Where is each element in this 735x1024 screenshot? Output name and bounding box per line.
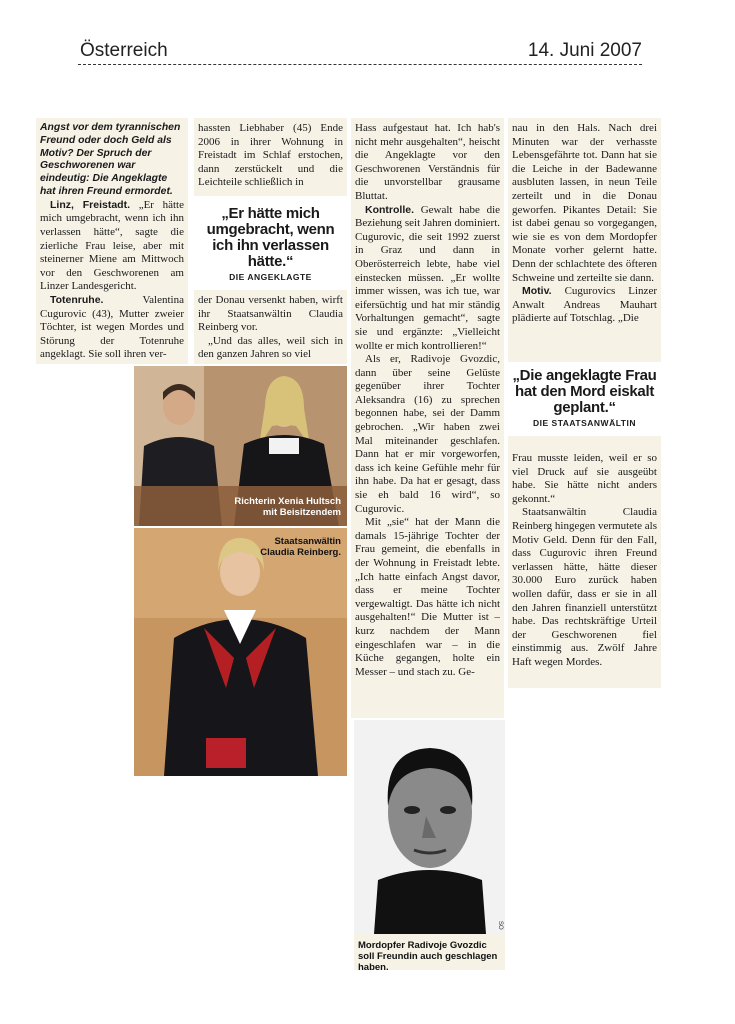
paragraph-text: Gewalt habe die Beziehung seit Jahren dominiert. Cugurovic, die seit 1992 zuerst in Graz und dann in Oberösterreich lebte, habe viel einstecken müssen. „Er wollte immer wissen, was ich tue, war eifersüchtig und hat mir ständig Vorhaltungen gemacht“, sagte sie und ergänzte: „Vielleicht wollte er mich kontrollieren!“ [355,203,500,352]
paragraph-text: hassten Liebhaber (45) Ende 2006 in ihrer Wohnung in Freistadt im Schlaf erstochen, dann zerstückelt und die Leichteile schließlich in [198,122,343,189]
caption-victim: Mordopfer Radivoje Gvozdic soll Freundin auch geschlagen haben. [358,940,498,973]
paragraph-text: Mit „sie“ hat der Mann die damals 15-jährige Tochter der Frau gemeint, die ebenfalls in der Wohnung in Freistadt lebte. „Ich hatte einfach Angst davor, dass er meine Tochter vergewaltigt. Das hätte ich nicht ausgehalten!“ Die Mutter ist – kurz nachdem der Mann eingeschlafen war – in die Küche gegangen, holte ein Messer – und stach zu. Ge- [355,516,500,678]
lead-text: „Er hätte mich umgebracht, wenn ich ihn verlassen hätte“, sagte die zierliche Frau leise, aber mit steinerner Miene am Mittwoch vor den Geschworenen am Linzer Landesgericht. [40,198,184,293]
paragraph-text: Als er, Radivoje Gvozdic, dann über seine Gelüste gegenüber ihrer Tochter Aleksandra (16) zu sprechen begonnen habe, sei der Damm gebrochen. „Wir haben zwei Mal miteinander geschlafen. Dann hat er mir vorgeworfen, dass ich keine Gefühle mehr für ihn habe. Da hat er gesagt, dass sie eh bald 16 wird“, so Cugurovic. [355,353,500,515]
page-header [78,40,642,65]
subhead-motiv: Motiv. [522,285,552,298]
paragraph-text: nau in den Hals. Nach drei Minuten war der verhasste Lebensgefährte tot. Dann hat sie die Leiche in der Badewanne ausbluten lassen, in neun Teile zerteilt und in die Donau geworfen. Pikantes Detail: Sie ist dabei genau so vorgegangen, wie sie es von dem Mordopfer Monate vorher gelernt hatte. Denn der schlachtete des öfteren Schweine und zerteilte sie dann. [512,122,657,284]
paragraph-text: der Donau versenkt haben, wirft ihr Staatsanwältin Claudia Reinberg vor. [198,294,343,334]
article-kicker: Angst vor dem tyrannischen Freund oder doch Geld als Motiv? Der Spruch der Geschworenen war eindeutig: Die Angeklagte hat ihren Freund ermordet. [40,122,181,197]
column-2-top [198,122,343,194]
quote-text: „Er hätte mich umgebracht, wenn ich ihn verlassen hätte.“ [206,205,335,270]
photo-credit: SO [497,921,503,930]
photo-victim [354,720,505,934]
caption-prosecutor: Staatsanwältin Claudia Reinberg. [260,536,341,558]
subhead-totenruhe: Totenruhe. [50,293,104,306]
pull-quote-defendant [198,206,343,282]
paragraph-text: Valentina Cugurovic (43), Mutter zweier Töchter, ist wegen Mordes und Störung der Totenruhe angeklagt. Sie soll ihren ver- [40,293,184,361]
paragraph-text: Staatsanwältin Claudia Reinberg hingegen vermutete als Motiv Geld. Denn für den Fall, dass Cugurovic ihren Freund verlassen hätte, hätte dieser 30.000 Euro zurück haben wollen dafür, dass er sie in all den Jahren finanziell unterstützt habe. Das rechtskräftige Urteil der Geschworenen fiel einstimmig aus. Zwölf Jahre Haft wegen Mordes. [512,506,657,668]
photo-judges [134,366,347,526]
paragraph-text: Frau musste leiden, weil er so viel Druck auf sie ausgeübt habe. Sie hätte nicht anders gekonnt.“ [512,452,657,505]
lead-place: Linz, Freistadt. [50,198,131,211]
column-1 [40,122,184,362]
pull-quote-prosecutor [512,368,657,428]
caption-judges: Richterin Xenia Hultsch mit Beisitzendem [234,496,341,518]
victim-image [354,720,505,934]
subhead-kontrolle: Kontrolle. [365,203,414,216]
photo-prosecutor [134,528,347,776]
prosecutor-image [134,528,347,776]
column-3 [355,122,500,716]
quote-text: „Die angeklagte Frau hat den Mord eiskalt geplant.“ [512,367,657,416]
column-4-bottom [512,452,657,686]
column-4-top [512,122,657,348]
section-label: Österreich [80,40,168,61]
paragraph-text: Cugurovics Linzer Anwalt Andreas Mauhart plädierte auf Totschlag. „Die [512,285,657,325]
date-label: 14. Juni 2007 [527,40,642,61]
column-2-bottom [198,294,343,362]
paragraph-text: Hass aufgestaut hat. Ich hab's nicht mehr ausgehalten“, heischt die Angeklagte vor den Geschworenen Verständnis für die unvorstellbar grausame Bluttat. [355,122,500,202]
quote-source: DIE STAATSANWÄLTIN [533,418,636,428]
quote-source: DIE ANGEKLAGTE [229,272,312,282]
paragraph-text: „Und das alles, weil sich in den ganzen Jahren so viel [198,334,343,361]
